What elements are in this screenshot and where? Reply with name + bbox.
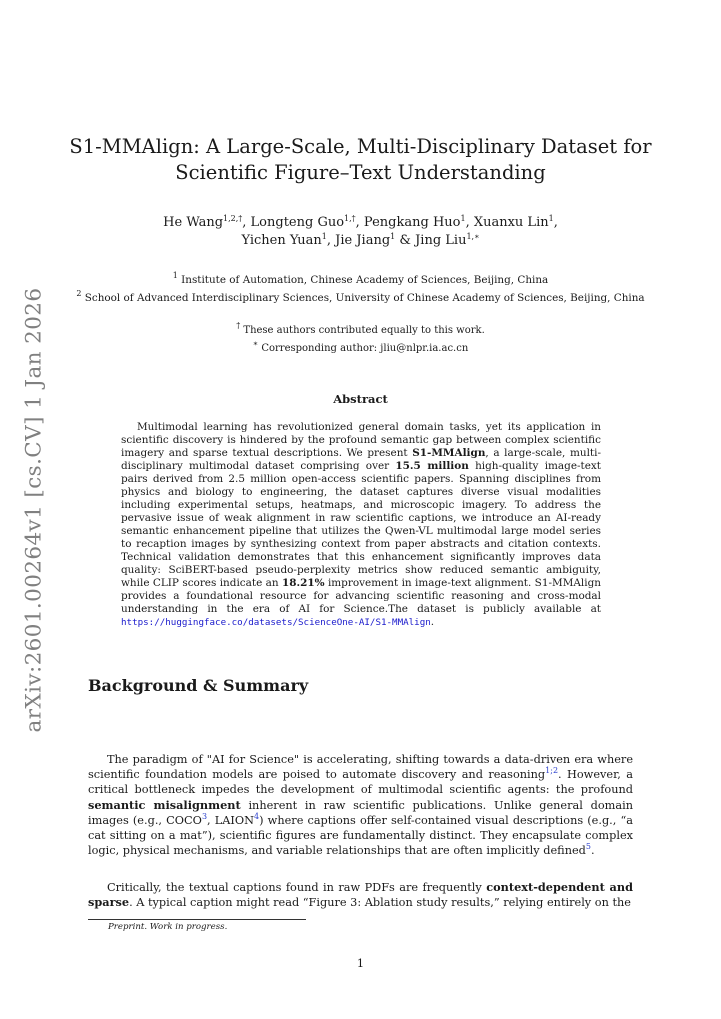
author-line-1 (0, 214, 721, 232)
author-affil-mark: 1,2,† (223, 214, 243, 223)
pair-count: 15.5 million (395, 460, 469, 472)
paragraph-text: . A typical caption might read “Figure 3: Ablation study results,” relying entirely on the (129, 896, 631, 910)
footnote-rule (88, 919, 306, 920)
paragraph-2 (88, 880, 633, 910)
asterisk-mark: ∗ (252, 339, 259, 348)
title-line-2: Scientific Figure–Text Understanding (175, 161, 546, 184)
author-affil-mark: 1 (460, 214, 466, 223)
author-line-2 (0, 232, 721, 250)
arxiv-identifier: arXiv:2601.00264v1 [cs.CV] 1 Jan 2026 (21, 287, 47, 733)
affiliation-text: School of Advanced Interdisciplinary Sciences, University of Chinese Academy of Sciences, Beijing, China (81, 292, 645, 304)
author-name: , Longteng Guo (242, 215, 345, 230)
author-affil-mark: 1,† (344, 214, 356, 223)
abstract-text: Multimodal learning has revolutionized general domain tasks, yet its application in scientific discovery is hindered by the profound semantic gap between complex scientific imagery and sparse textual descriptions. We present (121, 421, 601, 459)
affiliation-1 (0, 271, 721, 289)
section-heading: Background & Summary (88, 676, 309, 695)
equal-contribution-note (0, 322, 721, 340)
abstract-text: . (430, 616, 435, 628)
author-notes (0, 322, 721, 358)
page-number: 1 (356, 957, 365, 970)
author-name: Yichen Yuan (241, 233, 322, 248)
emphasis-text: context-dependent and sparse (88, 880, 633, 910)
author-name: He Wang (163, 215, 224, 230)
author-name: , Jie Jiang (326, 233, 391, 248)
emphasis-text: semantic misalignment (88, 797, 241, 812)
citation-link[interactable]: 1;2 (545, 766, 559, 776)
citation-link[interactable]: 5 (585, 842, 591, 852)
abstract-text: high-quality image-text pairs derived from 2.5 million open-access scientific papers. Spanning disciplines from physics and biology to engineering, the dataset captures diverse visual modalities including experimental setups, heatmaps, and microscopic imagery. To address the pervasive issue of weak alignment in raw scientific captions, we introduce an AI-ready semantic enhancement pipeline that utilizes the Qwen-VL multimodal large model series to recaption images by synthesizing context from paper abstracts and citation contexts. Technical validation demonstrates that this enhancement significantly improves data quality: SciBERT-based pseudo-perplexity metrics show reduced semantic ambiguity, while CLIP scores indicate an (121, 460, 601, 589)
citation-link[interactable]: 3 (201, 811, 208, 821)
improvement-figure: 18.21% (281, 577, 325, 589)
dataset-name: S1-MMAlign (412, 447, 486, 459)
paragraph-text: . However, a critical bottleneck impedes the development of multimodal scientific agents: the profound (88, 768, 633, 797)
affiliation-number: 1 (172, 271, 178, 280)
paper-title (0, 134, 721, 186)
footnote: Preprint. Work in progress. (108, 922, 228, 932)
author-affil-mark: 1 (548, 214, 554, 223)
author-affil-mark: 1 (390, 232, 396, 241)
author-affil-mark: 1,∗ (466, 232, 480, 241)
paragraph-text: Critically, the textual captions found in raw PDFs are frequently (107, 881, 487, 894)
affiliation-2 (0, 289, 721, 307)
paragraph-text: . (591, 844, 595, 858)
paragraph-text: ) where captions offer self-contained visual descriptions (e.g., “a cat sitting on a mat”), scientific figures are fundamentally distinct. They encapsulate complex logic, physical mechanisms, and variable relationships that are often implicitly defined (88, 813, 633, 858)
affiliations (0, 271, 721, 307)
author-affil-mark: 1 (321, 232, 327, 241)
author-name: & Jing Liu (395, 233, 467, 248)
note-text: These authors contributed equally to this work. (240, 325, 485, 336)
citation-link[interactable]: 4 (254, 811, 260, 821)
corresponding-author-note (0, 340, 721, 358)
author-name: , Xuanxu Lin (465, 215, 549, 230)
dagger-mark: † (236, 321, 241, 330)
abstract-text: , a large-scale, multi-disciplinary multimodal dataset comprising over (121, 447, 601, 472)
dataset-link[interactable]: https://huggingface.co/datasets/ScienceOne-AI/S1-MMAlign (121, 617, 431, 628)
note-text: Corresponding author: jliu@nlpr.ia.ac.cn (258, 343, 469, 354)
abstract-text: improvement in image-text alignment. S1-MMAlign provides a foundational resource for advancing scientific reasoning and cross-modal understanding in the era of AI for Science.The dataset is publicly available at (121, 577, 601, 615)
paragraph-text: The paradigm of "AI for Science" is accelerating, shifting towards a data-driven era where scientific foundation models are poised to automate discovery and reasoning (88, 753, 633, 782)
paragraph-1 (88, 752, 633, 858)
paragraph-text: inherent in raw scientific publications. Unlike general domain images (e.g., COCO (88, 798, 633, 827)
affiliation-text: Institute of Automation, Chinese Academy of Sciences, Beijing, China (177, 274, 549, 286)
author-list (0, 214, 721, 250)
abstract-heading: Abstract (333, 392, 388, 406)
author-name: , Pengkang Huo (355, 215, 461, 230)
abstract-body (121, 421, 601, 629)
affiliation-number: 2 (76, 289, 82, 298)
author-separator: , (553, 215, 558, 230)
paragraph-text: , LAION (207, 813, 255, 827)
title-line-1: S1-MMAlign: A Large-Scale, Multi-Disciplinary Dataset for (69, 135, 652, 158)
